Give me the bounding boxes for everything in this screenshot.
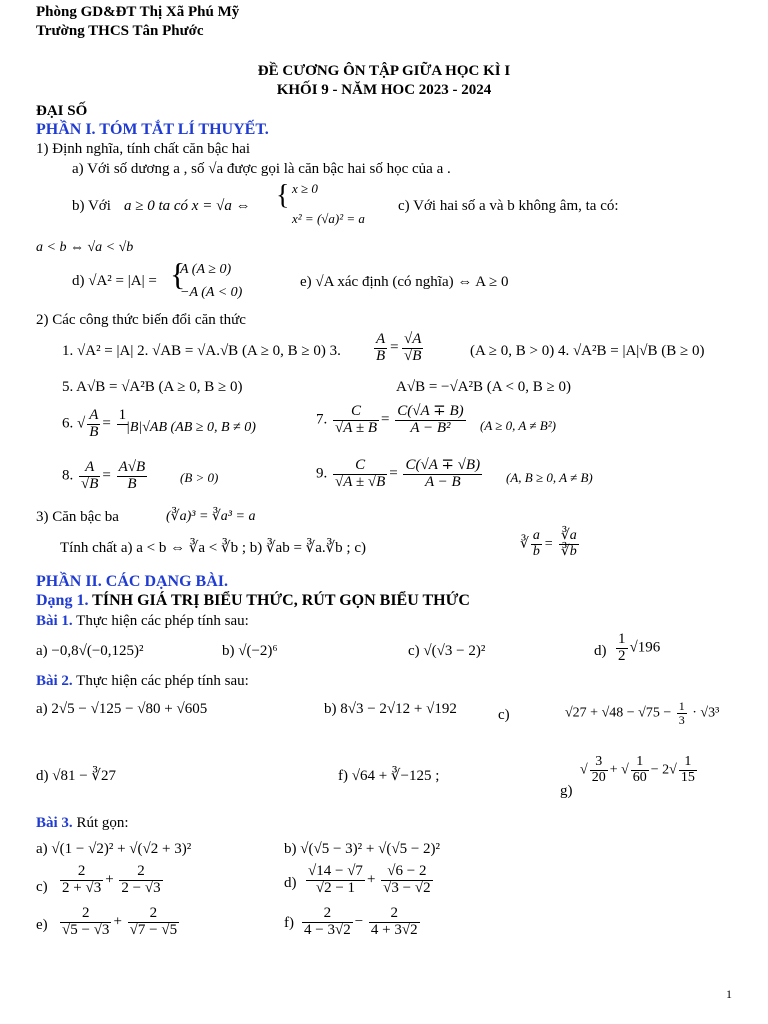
bai1-label: Bài 1. <box>36 613 73 629</box>
document-subtitle: KHỐI 9 - NĂM HOC 2023 - 2024 <box>276 82 492 98</box>
formula-9-condition: (A, B ≥ 0, A ≠ B) <box>506 470 593 485</box>
formula-6-rest: |B|√AB (AB ≥ 0, B ≠ 0) <box>126 420 256 435</box>
formula-9: 9. $\frac{C}{√A \pm √B}$ = $\frac{C(√A \mp √B)}{A - B}$ <box>316 457 481 490</box>
bai2-a: a) 2√5 − √125 − √80 + √605 <box>36 701 208 717</box>
item-d-case2: −A (A < 0) <box>180 285 243 300</box>
item-d-label: d) √A² = |A| = <box>72 273 157 289</box>
item-b-system-row1: x ≥ 0 <box>292 181 318 196</box>
bai2-text: Thực hiện các phép tính sau: <box>76 673 249 689</box>
bai1-d-expression: $\frac{1}{2}$ √196 <box>618 631 661 664</box>
bai1-a: a) −0,8√(−0,125)² <box>36 643 144 659</box>
bai2-b: b) 8√3 − 2√12 + √192 <box>324 701 457 717</box>
formula-7: 7. $\frac{C}{√A \pm B}$ = $\frac{C(√A \mp B)}{\text{A − B²}}$ <box>316 403 464 436</box>
formula-5-negative: A√B = −√A²B (A < 0, B ≥ 0) <box>396 379 571 395</box>
bai1-heading <box>36 612 249 630</box>
bai3-text: Rút gọn: <box>76 815 129 831</box>
cube-root-formula: (∛a)³ = ∛a³ = a <box>166 509 256 524</box>
bai2-f: f) √64 + ∛−125 ; <box>338 768 440 784</box>
cube-root-properties: Tính chất a) a < b ⇔ ∛a < ∛b ; b) ∛ab = ∛a.∛b ; c) <box>60 540 366 556</box>
bai3-a: a) √(1 − √2)² + √(√2 + 3)² <box>36 841 192 857</box>
document-title: ĐỀ CƯƠNG ÔN TẬP GIỮA HỌC KÌ I <box>257 63 511 79</box>
item-e: e) √A xác định (có nghĩa) ⇔ A ≥ 0 <box>300 274 509 290</box>
formula-3-fraction: $\frac{√A}{√B}$ <box>404 331 422 364</box>
dang1-text: TÍNH GIÁ TRỊ BIỂU THỨC, RÚT GỌN BIỂU THỨC <box>92 592 470 609</box>
bai3-c-label: c) <box>36 879 48 895</box>
section2-heading: 2) Các công thức biến đổi căn thức <box>36 312 246 328</box>
bai3-f-label: f) <box>284 915 294 931</box>
formula-7-condition: (A ≥ 0, A ≠ B²) <box>480 418 556 433</box>
section3-heading: 3) Căn bậc ba <box>36 509 119 525</box>
bai3-c: $\frac{2}{2 + √3}$ + $\frac{2}{2 - √3}$ <box>62 863 161 896</box>
bai2-heading <box>36 672 249 690</box>
part1-title: PHẦN I. TÓM TẮT LÍ THUYẾT. <box>36 121 269 138</box>
bai3-e: $\frac{2}{√5 - √3}$ + $\frac{2}{√7 - √5}$ <box>62 905 178 938</box>
bai2-g-label: g) <box>560 783 573 799</box>
bai1-c: c) √(√3 − 2)² <box>408 643 486 659</box>
item-a: a) Với số dương a , số √a được gọi là căn bậc hai số học của a . <box>72 161 451 177</box>
formula-1-3: 1. √A² = |A| 2. √AB = √A.√B (A ≥ 0, B ≥ 0) 3. <box>62 343 341 359</box>
bai2-c-part2: · √3³ <box>692 705 720 721</box>
bai3-heading <box>36 814 129 832</box>
bai3-f: $\frac{2}{4 - 3√2}$ − $\frac{2}{4 + 3√2}$ <box>304 905 418 938</box>
school-name: Trường THCS Tân Phước <box>36 23 204 39</box>
bai2-g: √ $\frac{3}{20}$ + √ $\frac{1}{60}$ − 2√ $\frac{1}{15}$ <box>580 754 695 785</box>
bai3-label: Bài 3. <box>36 815 73 831</box>
formula-6: 6. √ $\frac{A}{B}$ = 1 <box>62 407 127 440</box>
formula-3-4: (A ≥ 0, B > 0) 4. √A²B = |A|√B (B ≥ 0) <box>470 343 705 359</box>
formula-5: 5. A√B = √A²B (A ≥ 0, B ≥ 0) <box>62 379 243 395</box>
bai2-label: Bài 2. <box>36 673 73 689</box>
bai3-d: $\frac{√14 - √7}{√2 - 1}$ + $\frac{√6 - 2}{√3 - √2}$ <box>308 863 431 896</box>
item-b-condition: a ≥ 0 ta có x = √a ⇔ <box>124 198 251 214</box>
part2-title: PHẦN II. CÁC DẠNG BÀI. <box>36 573 229 590</box>
bai2-c: √27 + √48 − √75 − $\frac{1}{3}$ · √3³ <box>565 699 720 727</box>
dang1-heading <box>36 591 470 610</box>
formula-8: 8. $\frac{A}{√B}$ = $\frac{A√B}{B}$ <box>62 459 146 492</box>
bai2-c-label: c) <box>498 707 510 723</box>
department-name: Phòng GD&ĐT Thị Xã Phú Mỹ <box>36 4 240 20</box>
subject-heading: ĐẠI SỐ <box>36 103 88 119</box>
item-d-case1: A (A ≥ 0) <box>180 262 232 277</box>
page-number: 1 <box>726 987 732 1001</box>
bai1-d: d) <box>594 643 607 659</box>
item-b-label: b) Với <box>72 198 111 214</box>
brace-icon: { <box>276 180 290 211</box>
brace-icon: { <box>170 256 186 292</box>
bai3-b: b) √(√5 − 3)² + √(√5 − 2)² <box>284 841 441 857</box>
formula-3-lhs: $\frac{A}{B}$ = <box>376 331 400 364</box>
bai3-d-label: d) <box>284 875 297 891</box>
bai2-d: d) √81 − ∛27 <box>36 768 116 784</box>
cube-root-quotient: ∛ $\frac{a}{b}$ = $\frac{∛a}{∛b}$ <box>520 528 577 559</box>
dang1-label: Dạng 1. <box>36 592 89 609</box>
bai1-b: b) √(−2)⁶ <box>222 643 278 659</box>
item-c-rule: a < b ⇔ √a < √b <box>36 240 134 255</box>
bai3-e-label: e) <box>36 917 48 933</box>
bai1-d-root: √196 <box>629 639 661 656</box>
item-c: c) Với hai số a và b không âm, ta có: <box>398 198 619 214</box>
section1-heading: 1) Định nghĩa, tính chất căn bậc hai <box>36 141 251 157</box>
item-b-system-row2: x² = (√a)² = a <box>292 211 365 226</box>
bai2-c-part1: √27 + √48 − √75 − <box>565 705 672 721</box>
bai1-text: Thực hiện các phép tính sau: <box>76 613 249 629</box>
formula-8-condition: (B > 0) <box>180 470 219 485</box>
